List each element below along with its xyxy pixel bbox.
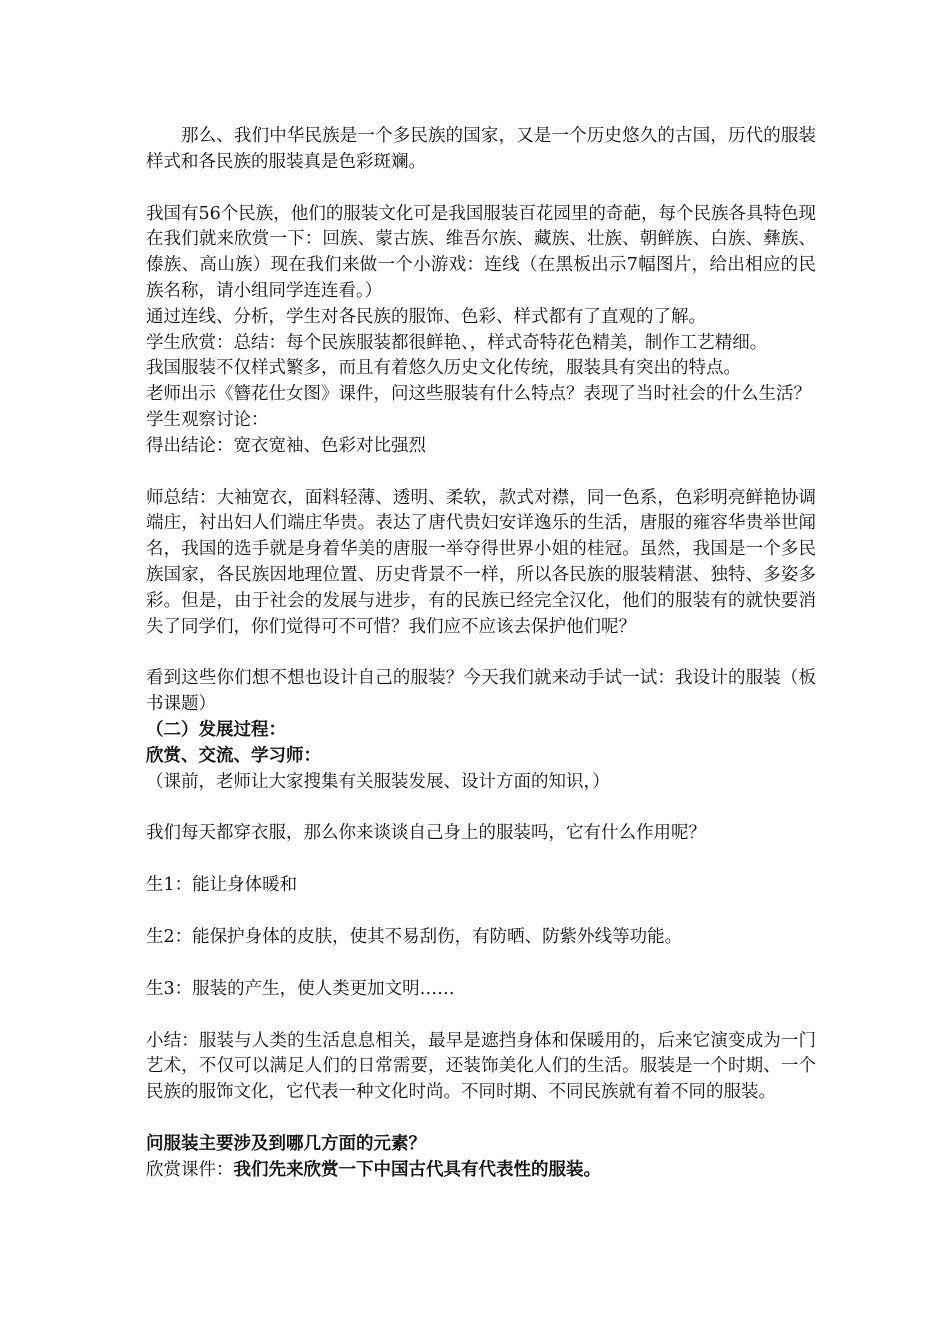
paragraph-matching-result: 通过连线、分析，学生对各民族的服饰、色彩、样式都有了直观的了解。 [146,306,706,327]
paragraph-student-2: 生2：能保护身体的皮肤，使其不易刮伤，有防晒、防紫外线等功能。 [146,926,683,947]
paragraph-summary: 小结：服装与人类的生活息息相关，最早是遮挡身体和保暖用的，后来它演变成为一门艺术，不仅可以满足人们的日常需要，还装饰美化人们的生活。服装是一个时期、一个民族的服饰文化，它代表一种文化时尚。不同时期、不同民族就有着不同的服装。 [146,1030,816,1103]
paragraph-appreciate-courseware [146,1158,816,1184]
paragraph-clothing-features: 我国服装不仅样式繁多，而且有着悠久历史文化传统，服装具有突出的特点。 [146,358,741,379]
paragraph-gap [146,460,816,486]
document-body [146,124,816,1184]
paragraph-teacher-summary: 师总结：大袖宽衣，面料轻薄、透明、柔软，款式对襟，同一色系，色彩明亮鲜艳协调端庄，衬出妇人们端庄华贵。表达了唐代贵妇安详逸乐的生活，唐服的雍容华贵举世闻名，我国的选手就是身着华美的唐服一举夺得世界小姐的桂冠。虽然，我国是一个多民族国家，各民族因地理位置、历史背景不一样，所以各民族的服装精湛、独特、多姿多彩。但是，由于社会的发展与进步，有的民族已经完全汉化，他们的服装有的就快要消失了同学们，你们觉得可不可惜？我们应不应该去保护他们呢？ [146,487,816,637]
paragraph-daily-clothing-question: 我们每天都穿衣服，那么你来谈谈自己身上的服装吗，它有什么作用呢？ [146,823,706,844]
paragraph-student-appreciation: 学生欣赏：总结：每个民族服装都很鲜艳、，样式奇特花色精美，制作工艺精细。 [146,332,768,353]
paragraph-gap [146,847,816,873]
paragraph-design-intro: 看到这些你们想不想也设计自己的服装？今天我们就来动手试一试：我设计的服装（板书课题） [146,668,816,715]
paragraph-student-1: 生1：能让身体暖和 [146,875,298,896]
paragraph-gap [146,795,816,821]
paragraph-gap [146,951,816,977]
courseware-label: 欣赏课件： [146,1159,234,1180]
paragraph-pre-class-note: （课前，老师让大家搜集有关服装发展、设计方面的知识，） [146,771,610,792]
paragraph-intro: 那么、我们中华民族是一个多民族的国家，又是一个历史悠久的古国，历代的服装样式和各民族的服装真是色彩斑斓。 [146,126,816,172]
paragraph-gap [146,176,816,202]
heading-development-process: （二）发展过程： [146,719,286,740]
paragraph-student-discussion: 学生观察讨论： [146,409,269,430]
paragraph-gap [146,640,816,666]
paragraph-gap [146,1106,816,1132]
heading-appreciate-exchange: 欣赏、交流、学习师： [146,745,321,766]
paragraph-conclusion: 得出结论：宽衣宽袖、色彩对比强烈 [146,435,426,456]
paragraph-gap [146,899,816,925]
paragraph-gap [146,1003,816,1029]
paragraph-ethnic-groups: 我国有56个民族，他们的服装文化可是我国服装百花园里的奇葩，每个民族各具特色现在我们就来欣赏一下：回族、蒙古族、维吾尔族、藏族、壮族、朝鲜族、白族、彝族、傣族、高山族）现在我们来做一个小游戏：连线（在黑板出示7幅图片，给出相应的民族名称，请小组同学连连看。） [146,203,816,301]
paragraph-student-3: 生3：服装的产生，使人类更加文明…… [146,978,455,999]
heading-clothing-elements-question: 问服装主要涉及到哪几方面的元素？ [146,1133,426,1154]
courseware-text: 我们先来欣赏一下中国古代具有代表性的服装。 [233,1159,601,1180]
paragraph-teacher-question: 老师出示《簪花仕女图》课件，问这些服装有什么特点？表现了当时社会的什么生活？ [146,384,811,405]
